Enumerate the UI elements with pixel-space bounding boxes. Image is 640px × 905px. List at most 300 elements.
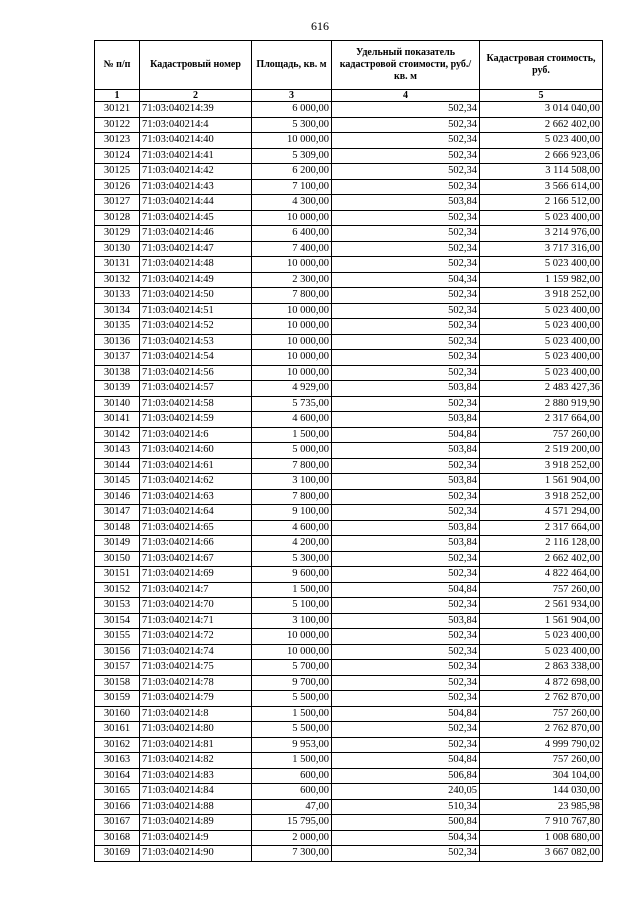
- unit-value: 510,34: [332, 799, 480, 815]
- area: 7 800,00: [252, 489, 332, 505]
- cadastral-value: 2 880 919,90: [480, 396, 603, 412]
- row-index: 30140: [95, 396, 140, 412]
- cadastral-value: 5 023 400,00: [480, 210, 603, 226]
- header-cadastral-value: Кадастровая стоимость, руб.: [480, 41, 603, 90]
- cadastral-number: 71:03:040214:70: [140, 598, 252, 614]
- row-index: 30156: [95, 644, 140, 660]
- row-index: 30136: [95, 334, 140, 350]
- row-index: 30131: [95, 257, 140, 273]
- cadastral-number: 71:03:040214:4: [140, 117, 252, 133]
- row-index: 30147: [95, 505, 140, 521]
- cadastral-number: 71:03:040214:88: [140, 799, 252, 815]
- unit-value: 502,34: [332, 319, 480, 335]
- row-index: 30160: [95, 706, 140, 722]
- unit-value: 506,84: [332, 768, 480, 784]
- unit-value: 502,34: [332, 691, 480, 707]
- area: 15 795,00: [252, 815, 332, 831]
- table-row: [95, 660, 603, 676]
- table-row: [95, 629, 603, 645]
- cadastral-value: 1 561 904,00: [480, 474, 603, 490]
- row-index: 30143: [95, 443, 140, 459]
- cadastral-value: 3 918 252,00: [480, 288, 603, 304]
- area: 10 000,00: [252, 257, 332, 273]
- cadastral-value: 1 008 680,00: [480, 830, 603, 846]
- table-row: [95, 365, 603, 381]
- cadastral-number: 71:03:040214:39: [140, 102, 252, 118]
- table-row: [95, 505, 603, 521]
- area: 1 500,00: [252, 753, 332, 769]
- cadastral-value: 4 571 294,00: [480, 505, 603, 521]
- cadastral-value: 2 662 402,00: [480, 551, 603, 567]
- unit-value: 502,34: [332, 350, 480, 366]
- cadastral-number: 71:03:040214:83: [140, 768, 252, 784]
- cadastral-value: 4 999 790,02: [480, 737, 603, 753]
- table-row: [95, 815, 603, 831]
- cadastral-value: 757 260,00: [480, 753, 603, 769]
- unit-value: 504,84: [332, 706, 480, 722]
- table-row: [95, 272, 603, 288]
- row-index: 30159: [95, 691, 140, 707]
- area: 7 800,00: [252, 458, 332, 474]
- cadastral-value: 23 985,98: [480, 799, 603, 815]
- row-index: 30150: [95, 551, 140, 567]
- cadastral-value: 3 717 316,00: [480, 241, 603, 257]
- table-row: [95, 846, 603, 862]
- table-row: [95, 288, 603, 304]
- table-row: [95, 613, 603, 629]
- cadastral-value: 5 023 400,00: [480, 257, 603, 273]
- table-row: [95, 536, 603, 552]
- cadastral-number: 71:03:040214:48: [140, 257, 252, 273]
- cadastral-value: 757 260,00: [480, 706, 603, 722]
- unit-value: 502,34: [332, 226, 480, 242]
- cadastral-value: 2 662 402,00: [480, 117, 603, 133]
- table-body: [95, 102, 603, 862]
- cadastral-number: 71:03:040214:60: [140, 443, 252, 459]
- area: 6 200,00: [252, 164, 332, 180]
- unit-value: 503,84: [332, 474, 480, 490]
- page-number: 616: [311, 19, 329, 33]
- row-index: 30144: [95, 458, 140, 474]
- table-row: [95, 753, 603, 769]
- area: 10 000,00: [252, 334, 332, 350]
- row-index: 30164: [95, 768, 140, 784]
- table-row: [95, 691, 603, 707]
- cadastral-number: 71:03:040214:44: [140, 195, 252, 211]
- table-row: [95, 381, 603, 397]
- area: 5 300,00: [252, 551, 332, 567]
- unit-value: 502,34: [332, 365, 480, 381]
- area: 9 100,00: [252, 505, 332, 521]
- unit-value: 503,84: [332, 520, 480, 536]
- area: 5 300,00: [252, 117, 332, 133]
- header-cadastral-number: Кадастровый номер: [140, 41, 252, 90]
- table-row: [95, 737, 603, 753]
- table-row: [95, 319, 603, 335]
- area: 600,00: [252, 768, 332, 784]
- cadastral-number: 71:03:040214:45: [140, 210, 252, 226]
- table-row: [95, 334, 603, 350]
- cadastral-value: 2 317 664,00: [480, 412, 603, 428]
- cadastral-number: 71:03:040214:84: [140, 784, 252, 800]
- cadastral-value: 2 666 923,06: [480, 148, 603, 164]
- row-index: 30122: [95, 117, 140, 133]
- unit-value: 502,34: [332, 288, 480, 304]
- cadastral-value: 5 023 400,00: [480, 644, 603, 660]
- row-index: 30162: [95, 737, 140, 753]
- cadastral-number: 71:03:040214:65: [140, 520, 252, 536]
- cadastral-number: 71:03:040214:79: [140, 691, 252, 707]
- table-row: [95, 396, 603, 412]
- unit-value: 502,34: [332, 210, 480, 226]
- area: 9 600,00: [252, 567, 332, 583]
- unit-value: 502,34: [332, 396, 480, 412]
- area: 10 000,00: [252, 644, 332, 660]
- unit-value: 502,34: [332, 846, 480, 862]
- cadastral-number: 71:03:040214:78: [140, 675, 252, 691]
- cadastral-number: 71:03:040214:40: [140, 133, 252, 149]
- cadastral-value: 2 166 512,00: [480, 195, 603, 211]
- table-row: [95, 474, 603, 490]
- cadastral-number: 71:03:040214:90: [140, 846, 252, 862]
- column-number: 1: [95, 90, 140, 102]
- table-row: [95, 257, 603, 273]
- area: 7 800,00: [252, 288, 332, 304]
- cadastral-value: 757 260,00: [480, 582, 603, 598]
- area: 10 000,00: [252, 133, 332, 149]
- header-area: Площадь, кв. м: [252, 41, 332, 90]
- row-index: 30158: [95, 675, 140, 691]
- table-row: [95, 551, 603, 567]
- cadastral-number: 71:03:040214:69: [140, 567, 252, 583]
- cadastral-number: 71:03:040214:42: [140, 164, 252, 180]
- area: 1 500,00: [252, 427, 332, 443]
- cadastral-value: 5 023 400,00: [480, 133, 603, 149]
- row-index: 30130: [95, 241, 140, 257]
- area: 1 500,00: [252, 706, 332, 722]
- area: 5 700,00: [252, 660, 332, 676]
- area: 4 929,00: [252, 381, 332, 397]
- column-number: 4: [332, 90, 480, 102]
- cadastral-number: 71:03:040214:64: [140, 505, 252, 521]
- cadastral-value: 5 023 400,00: [480, 365, 603, 381]
- area: 5 000,00: [252, 443, 332, 459]
- cadastral-value: 2 561 934,00: [480, 598, 603, 614]
- table-row: [95, 412, 603, 428]
- cadastral-value: 757 260,00: [480, 427, 603, 443]
- cadastral-table: [94, 40, 603, 862]
- unit-value: 502,34: [332, 334, 480, 350]
- row-index: 30142: [95, 427, 140, 443]
- row-index: 30123: [95, 133, 140, 149]
- unit-value: 502,34: [332, 102, 480, 118]
- unit-value: 502,34: [332, 629, 480, 645]
- cadastral-value: 1 561 904,00: [480, 613, 603, 629]
- row-index: 30166: [95, 799, 140, 815]
- area: 10 000,00: [252, 365, 332, 381]
- unit-value: 502,34: [332, 598, 480, 614]
- area: 7 100,00: [252, 179, 332, 195]
- table-row: [95, 675, 603, 691]
- cadastral-value: 2 762 870,00: [480, 722, 603, 738]
- table-row: [95, 195, 603, 211]
- row-index: 30127: [95, 195, 140, 211]
- cadastral-value: 3 214 976,00: [480, 226, 603, 242]
- table-header: [95, 41, 603, 102]
- table-row: [95, 567, 603, 583]
- row-index: 30151: [95, 567, 140, 583]
- cadastral-value: 1 159 982,00: [480, 272, 603, 288]
- column-number: 2: [140, 90, 252, 102]
- unit-value: 240,05: [332, 784, 480, 800]
- unit-value: 503,84: [332, 195, 480, 211]
- row-index: 30133: [95, 288, 140, 304]
- table-row: [95, 102, 603, 118]
- row-index: 30163: [95, 753, 140, 769]
- unit-value: 502,34: [332, 241, 480, 257]
- cadastral-number: 71:03:040214:51: [140, 303, 252, 319]
- row-index: 30126: [95, 179, 140, 195]
- cadastral-number: 71:03:040214:66: [140, 536, 252, 552]
- row-index: 30157: [95, 660, 140, 676]
- table-row: [95, 489, 603, 505]
- table-row: [95, 164, 603, 180]
- cadastral-value: 2 483 427,36: [480, 381, 603, 397]
- area: 10 000,00: [252, 350, 332, 366]
- row-index: 30154: [95, 613, 140, 629]
- header-index: № п/п: [95, 41, 140, 90]
- cadastral-value: 3 114 508,00: [480, 164, 603, 180]
- unit-value: 502,34: [332, 489, 480, 505]
- unit-value: 504,84: [332, 427, 480, 443]
- area: 1 500,00: [252, 582, 332, 598]
- area: 47,00: [252, 799, 332, 815]
- cadastral-number: 71:03:040214:47: [140, 241, 252, 257]
- column-number-row: [95, 90, 603, 102]
- table-row: [95, 241, 603, 257]
- cadastral-number: 71:03:040214:52: [140, 319, 252, 335]
- cadastral-number: 71:03:040214:59: [140, 412, 252, 428]
- cadastral-number: 71:03:040214:53: [140, 334, 252, 350]
- table-row: [95, 706, 603, 722]
- row-index: 30128: [95, 210, 140, 226]
- cadastral-value: 4 872 698,00: [480, 675, 603, 691]
- area: 10 000,00: [252, 319, 332, 335]
- row-index: 30138: [95, 365, 140, 381]
- area: 4 600,00: [252, 520, 332, 536]
- cadastral-number: 71:03:040214:89: [140, 815, 252, 831]
- row-index: 30167: [95, 815, 140, 831]
- cadastral-value: 304 104,00: [480, 768, 603, 784]
- unit-value: 502,34: [332, 179, 480, 195]
- row-index: 30139: [95, 381, 140, 397]
- row-index: 30125: [95, 164, 140, 180]
- area: 10 000,00: [252, 629, 332, 645]
- area: 600,00: [252, 784, 332, 800]
- cadastral-number: 71:03:040214:82: [140, 753, 252, 769]
- table-row: [95, 427, 603, 443]
- row-index: 30165: [95, 784, 140, 800]
- unit-value: 502,34: [332, 675, 480, 691]
- cadastral-value: 7 910 767,80: [480, 815, 603, 831]
- area: 10 000,00: [252, 210, 332, 226]
- row-index: 30124: [95, 148, 140, 164]
- area: 6 400,00: [252, 226, 332, 242]
- unit-value: 503,84: [332, 443, 480, 459]
- table-row: [95, 226, 603, 242]
- row-index: 30146: [95, 489, 140, 505]
- table-row: [95, 210, 603, 226]
- table-row: [95, 582, 603, 598]
- unit-value: 502,34: [332, 551, 480, 567]
- table-row: [95, 830, 603, 846]
- row-index: 30135: [95, 319, 140, 335]
- unit-value: 502,34: [332, 567, 480, 583]
- area: 5 500,00: [252, 691, 332, 707]
- header-unit-value: Удельный показатель кадастровой стоимости, руб./кв. м: [332, 41, 480, 90]
- row-index: 30155: [95, 629, 140, 645]
- unit-value: 502,34: [332, 722, 480, 738]
- cadastral-number: 71:03:040214:75: [140, 660, 252, 676]
- area: 5 500,00: [252, 722, 332, 738]
- cadastral-number: 71:03:040214:57: [140, 381, 252, 397]
- cadastral-value: 3 918 252,00: [480, 458, 603, 474]
- unit-value: 502,34: [332, 303, 480, 319]
- cadastral-value: 4 822 464,00: [480, 567, 603, 583]
- column-number: 5: [480, 90, 603, 102]
- row-index: 30141: [95, 412, 140, 428]
- table-row: [95, 179, 603, 195]
- table-row: [95, 784, 603, 800]
- area: 3 100,00: [252, 613, 332, 629]
- table-row: [95, 458, 603, 474]
- row-index: 30129: [95, 226, 140, 242]
- cadastral-value: 2 116 128,00: [480, 536, 603, 552]
- table-row: [95, 644, 603, 660]
- cadastral-number: 71:03:040214:80: [140, 722, 252, 738]
- cadastral-number: 71:03:040214:50: [140, 288, 252, 304]
- cadastral-number: 71:03:040214:54: [140, 350, 252, 366]
- cadastral-value: 2 762 870,00: [480, 691, 603, 707]
- cadastral-number: 71:03:040214:7: [140, 582, 252, 598]
- row-index: 30169: [95, 846, 140, 862]
- table-row: [95, 598, 603, 614]
- area: 5 735,00: [252, 396, 332, 412]
- unit-value: 502,34: [332, 148, 480, 164]
- table-row: [95, 117, 603, 133]
- cadastral-number: 71:03:040214:72: [140, 629, 252, 645]
- cadastral-number: 71:03:040214:63: [140, 489, 252, 505]
- area: 9 700,00: [252, 675, 332, 691]
- area: 7 400,00: [252, 241, 332, 257]
- row-index: 30161: [95, 722, 140, 738]
- row-index: 30132: [95, 272, 140, 288]
- area: 7 300,00: [252, 846, 332, 862]
- cadastral-value: 5 023 400,00: [480, 303, 603, 319]
- table-row: [95, 722, 603, 738]
- cadastral-number: 71:03:040214:8: [140, 706, 252, 722]
- row-index: 30137: [95, 350, 140, 366]
- unit-value: 502,34: [332, 737, 480, 753]
- cadastral-value: 5 023 400,00: [480, 350, 603, 366]
- unit-value: 502,34: [332, 164, 480, 180]
- row-index: 30148: [95, 520, 140, 536]
- cadastral-number: 71:03:040214:56: [140, 365, 252, 381]
- table-row: [95, 133, 603, 149]
- area: 10 000,00: [252, 303, 332, 319]
- cadastral-number: 71:03:040214:41: [140, 148, 252, 164]
- cadastral-number: 71:03:040214:46: [140, 226, 252, 242]
- area: 3 100,00: [252, 474, 332, 490]
- header-row: [95, 41, 603, 90]
- table-row: [95, 148, 603, 164]
- cadastral-value: 3 667 082,00: [480, 846, 603, 862]
- area: 4 300,00: [252, 195, 332, 211]
- unit-value: 502,34: [332, 660, 480, 676]
- area: 5 309,00: [252, 148, 332, 164]
- cadastral-number: 71:03:040214:71: [140, 613, 252, 629]
- row-index: 30145: [95, 474, 140, 490]
- cadastral-number: 71:03:040214:9: [140, 830, 252, 846]
- cadastral-number: 71:03:040214:6: [140, 427, 252, 443]
- cadastral-number: 71:03:040214:81: [140, 737, 252, 753]
- area: 5 100,00: [252, 598, 332, 614]
- table-row: [95, 443, 603, 459]
- unit-value: 503,84: [332, 613, 480, 629]
- unit-value: 502,34: [332, 257, 480, 273]
- cadastral-number: 71:03:040214:62: [140, 474, 252, 490]
- unit-value: 500,84: [332, 815, 480, 831]
- cadastral-number: 71:03:040214:49: [140, 272, 252, 288]
- unit-value: 502,34: [332, 644, 480, 660]
- row-index: 30153: [95, 598, 140, 614]
- row-index: 30152: [95, 582, 140, 598]
- unit-value: 504,84: [332, 753, 480, 769]
- cadastral-number: 71:03:040214:67: [140, 551, 252, 567]
- cadastral-value: 2 863 338,00: [480, 660, 603, 676]
- row-index: 30168: [95, 830, 140, 846]
- area: 9 953,00: [252, 737, 332, 753]
- unit-value: 504,34: [332, 272, 480, 288]
- unit-value: 503,84: [332, 381, 480, 397]
- cadastral-number: 71:03:040214:61: [140, 458, 252, 474]
- cadastral-value: 5 023 400,00: [480, 319, 603, 335]
- row-index: 30121: [95, 102, 140, 118]
- unit-value: 503,84: [332, 536, 480, 552]
- table-row: [95, 350, 603, 366]
- table-row: [95, 303, 603, 319]
- area: 4 600,00: [252, 412, 332, 428]
- cadastral-number: 71:03:040214:43: [140, 179, 252, 195]
- table-row: [95, 799, 603, 815]
- unit-value: 502,34: [332, 133, 480, 149]
- cadastral-value: 3 566 614,00: [480, 179, 603, 195]
- cadastral-number: 71:03:040214:74: [140, 644, 252, 660]
- unit-value: 503,84: [332, 412, 480, 428]
- area: 4 200,00: [252, 536, 332, 552]
- unit-value: 502,34: [332, 117, 480, 133]
- cadastral-value: 2 519 200,00: [480, 443, 603, 459]
- unit-value: 504,34: [332, 830, 480, 846]
- cadastral-number: 71:03:040214:58: [140, 396, 252, 412]
- cadastral-value: 3 918 252,00: [480, 489, 603, 505]
- area: 6 000,00: [252, 102, 332, 118]
- area: 2 000,00: [252, 830, 332, 846]
- table-row: [95, 768, 603, 784]
- cadastral-value: 2 317 664,00: [480, 520, 603, 536]
- unit-value: 502,34: [332, 505, 480, 521]
- row-index: 30134: [95, 303, 140, 319]
